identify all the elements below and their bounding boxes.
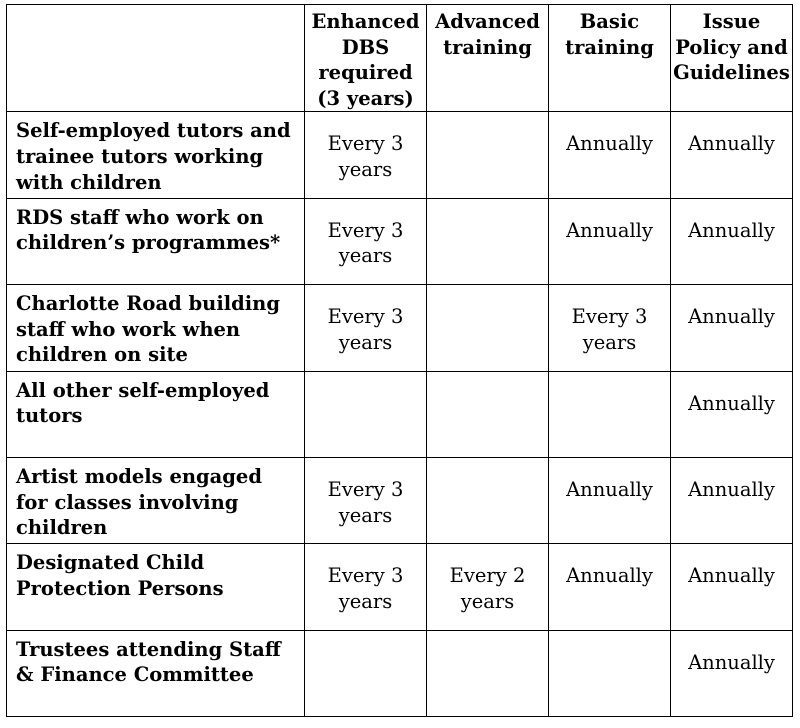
header-basic-training: Basic training	[549, 5, 671, 112]
basic-cell: Every 3 years	[549, 285, 671, 371]
advanced-cell: Every 2 years	[427, 544, 549, 630]
policy-cell: Annually	[671, 457, 793, 543]
table-row	[7, 457, 793, 543]
dbs-cell	[305, 630, 427, 716]
policy-cell: Annually	[671, 630, 793, 716]
dbs-cell: Every 3 years	[305, 544, 427, 630]
basic-cell: Annually	[549, 544, 671, 630]
policy-cell: Annually	[671, 371, 793, 457]
advanced-cell	[427, 457, 549, 543]
policy-cell: Annually	[671, 112, 793, 198]
advanced-cell	[427, 112, 549, 198]
header-enhanced-dbs: Enhanced DBS required (3 years)	[305, 5, 427, 112]
dbs-cell: Every 3 years	[305, 198, 427, 284]
advanced-cell	[427, 198, 549, 284]
header-blank-cell	[7, 5, 305, 112]
role-cell: Self-employed tutors and trainee tutors working with children	[7, 112, 305, 198]
basic-cell	[549, 371, 671, 457]
dbs-cell: Every 3 years	[305, 457, 427, 543]
advanced-cell	[427, 285, 549, 371]
dbs-cell: Every 3 years	[305, 112, 427, 198]
header-advanced-training: Advanced training	[427, 5, 549, 112]
role-cell: RDS staff who work on children’s programmes*	[7, 198, 305, 284]
advanced-cell	[427, 630, 549, 716]
requirements-table	[6, 4, 793, 717]
header-issue-policy: Issue Policy and Guidelines	[671, 5, 793, 112]
role-cell: Charlotte Road building staff who work when children on site	[7, 285, 305, 371]
basic-cell	[549, 630, 671, 716]
table-row	[7, 198, 793, 284]
advanced-cell	[427, 371, 549, 457]
basic-cell: Annually	[549, 457, 671, 543]
table-row	[7, 544, 793, 630]
table-row	[7, 112, 793, 198]
dbs-cell	[305, 371, 427, 457]
table-row	[7, 630, 793, 716]
role-cell: Trustees attending Staff & Finance Committee	[7, 630, 305, 716]
policy-cell: Annually	[671, 285, 793, 371]
basic-cell: Annually	[549, 198, 671, 284]
policy-cell: Annually	[671, 544, 793, 630]
header-row	[7, 5, 793, 112]
policy-cell: Annually	[671, 198, 793, 284]
role-cell: All other self-employed tutors	[7, 371, 305, 457]
role-cell: Designated Child Protection Persons	[7, 544, 305, 630]
basic-cell: Annually	[549, 112, 671, 198]
table-row	[7, 285, 793, 371]
dbs-cell: Every 3 years	[305, 285, 427, 371]
role-cell: Artist models engaged for classes involving children	[7, 457, 305, 543]
table-row	[7, 371, 793, 457]
